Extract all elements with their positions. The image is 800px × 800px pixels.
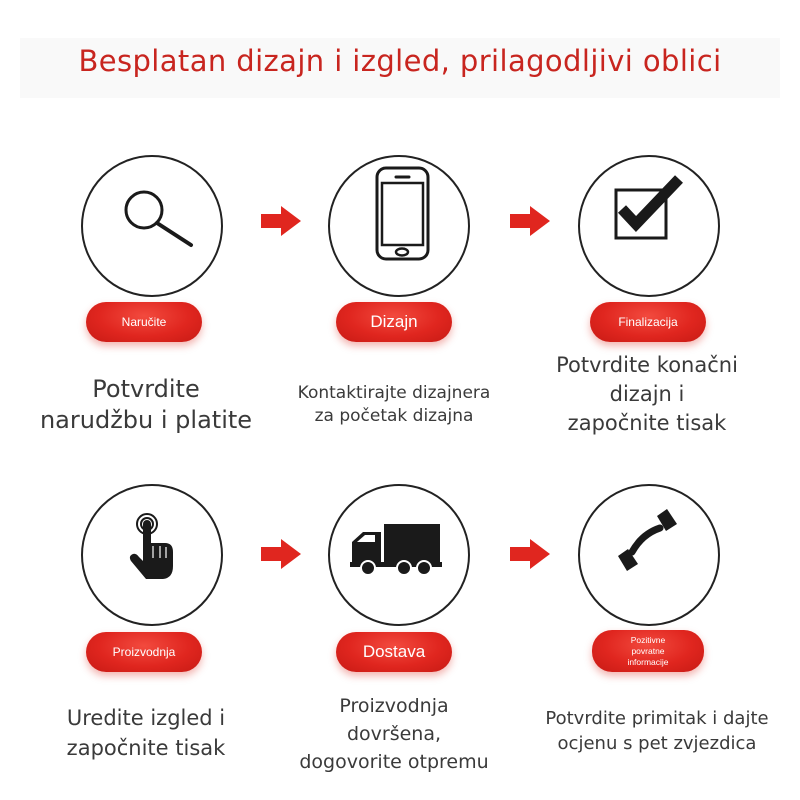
step-2-description [269, 382, 519, 428]
tap-hand-icon [83, 486, 221, 624]
step-6-badge-line: informacije [627, 656, 669, 667]
step-2-description-line: Kontaktirajte dizajnera [297, 383, 491, 403]
page-title: Besplatan dizajn i izgled, prilagodljivi oblici [78, 44, 722, 78]
step-1-description-line: Potvrdite [92, 375, 200, 403]
step-6-description [520, 706, 794, 756]
checkbox-icon [580, 157, 718, 295]
step-5-description [276, 692, 512, 776]
truck-icon [330, 486, 468, 624]
step-5-arrow-icon [508, 538, 552, 570]
step-2-circle [328, 155, 470, 297]
step-1-circle [81, 155, 223, 297]
step-1-arrow-icon [259, 205, 303, 237]
step-3-description [522, 351, 772, 438]
smartphone-icon [330, 157, 468, 295]
step-1-description-line: narudžbu i platite [39, 406, 253, 434]
step-3-circle [578, 155, 720, 297]
step-3-badge: Finalizacija [590, 302, 706, 342]
step-4-circle [81, 484, 223, 626]
step-6-badge-line: povratne [631, 645, 665, 656]
step-5-badge: Dostava [336, 632, 452, 672]
step-4-description [14, 703, 278, 763]
step-6-description-line: ocjenu s pet zvjezdica [557, 733, 757, 754]
step-6-circle [578, 484, 720, 626]
step-5-description-line: dogovorite otpremu [299, 751, 489, 773]
step-6-badge [592, 630, 704, 672]
step-3-description-line: Potvrdite konačni [556, 353, 738, 377]
step-3-description-line: dizajn i [609, 382, 685, 406]
step-4-description-line: započnite tisak [66, 736, 226, 760]
step-6-description-line: Potvrdite primitak i dajte [545, 708, 769, 729]
magnifier-icon [83, 157, 221, 295]
step-6-badge-line: Pozitivne [630, 634, 666, 645]
step-2-description-line: za početak dizajna [314, 406, 474, 426]
step-5-description-line: dovršena, [346, 723, 442, 745]
step-2-arrow-icon [508, 205, 552, 237]
step-2-badge: Dizajn [336, 302, 452, 342]
step-5-description-line: Proizvodnja [339, 695, 449, 717]
step-4-badge: Proizvodnja [86, 632, 202, 672]
step-4-arrow-icon [259, 538, 303, 570]
phone-handset-icon [580, 486, 718, 624]
step-5-circle [328, 484, 470, 626]
step-4-description-line: Uredite izgled i [66, 706, 226, 730]
step-3-description-line: započnite tisak [567, 411, 727, 435]
step-1-description [4, 374, 288, 436]
step-1-badge: Naručite [86, 302, 202, 342]
